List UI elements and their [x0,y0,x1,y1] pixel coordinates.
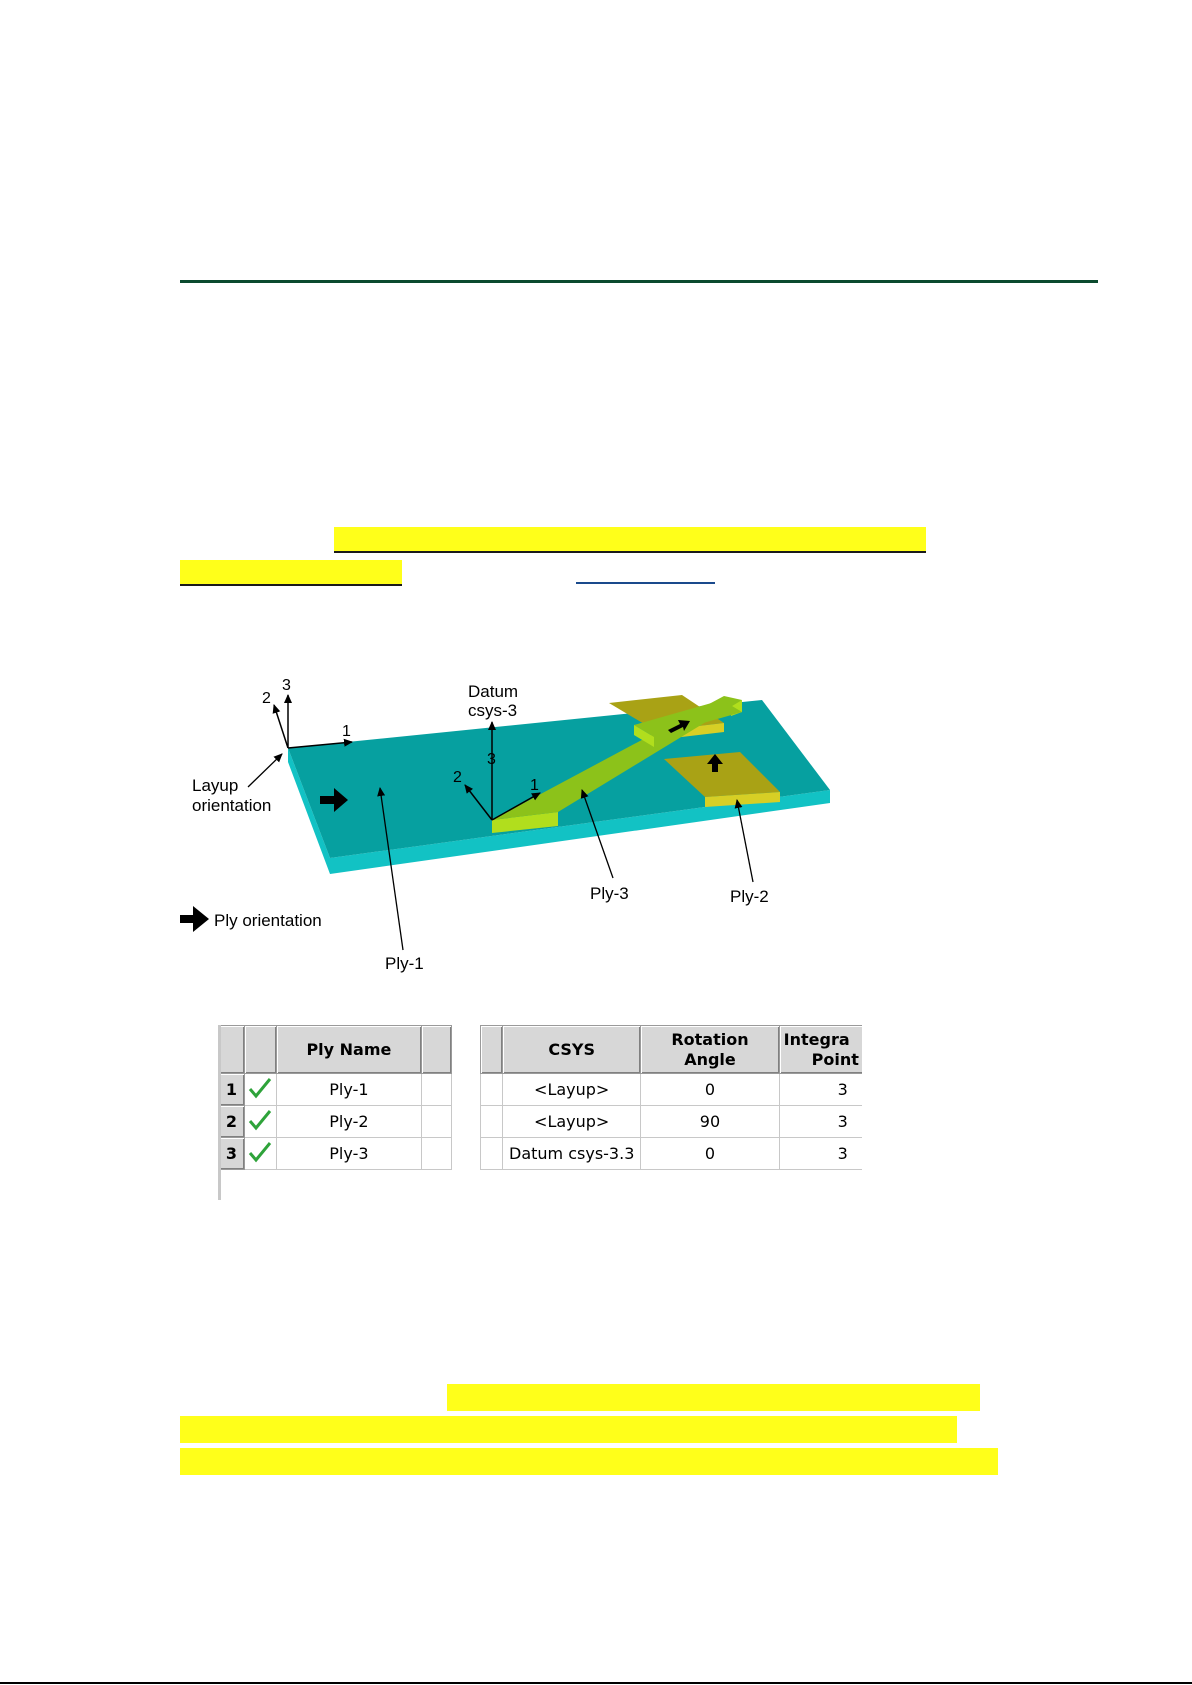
check-icon[interactable] [244,1106,276,1138]
blank-header [481,1026,503,1074]
layup-axis-1-label: 1 [342,723,351,740]
csys-cell[interactable]: Datum csys-3.3 [503,1138,641,1170]
ply-name-table [218,1025,452,1170]
table-row[interactable] [219,1138,452,1170]
datum-axis-2-label: 2 [453,769,462,786]
datum-label-line1: Datum [468,682,519,701]
table-row[interactable] [481,1138,863,1170]
rotation-angle-cell[interactable]: 90 [641,1106,779,1138]
ply-name-cell[interactable]: Ply-1 [276,1074,421,1106]
ply-name-header[interactable]: Ply Name [276,1026,421,1074]
rotation-angle-cell[interactable]: 0 [641,1138,779,1170]
check-icon[interactable] [244,1138,276,1170]
datum-axis-1-label: 1 [530,777,539,794]
rotation-angle-cell[interactable]: 0 [641,1074,779,1106]
integration-header-line1: Integra [783,1029,850,1049]
empty-cell [481,1138,503,1170]
checkbox-header [244,1026,276,1074]
table-row[interactable] [481,1106,863,1138]
ply-1-label: Ply-1 [385,954,424,973]
csys-cell[interactable]: <Layup> [503,1106,641,1138]
row-number[interactable]: 3 [219,1138,245,1170]
layup-orientation-line2: orientation [192,796,272,815]
ply-name-cell[interactable]: Ply-3 [276,1138,421,1170]
ply-table-right-panel [480,1025,862,1185]
ply-2-label: Ply-2 [730,887,769,906]
integration-points-cell[interactable]: 3 [779,1074,862,1106]
empty-cell [422,1074,452,1106]
empty-cell [422,1138,452,1170]
blank-header [422,1026,452,1074]
row-number[interactable]: 2 [219,1106,245,1138]
layup-axis-2-label: 2 [262,690,271,707]
table-row[interactable] [219,1074,452,1106]
empty-cell [422,1106,452,1138]
ply-properties-table [480,1025,862,1170]
table-left-edge [218,1025,221,1200]
layup-axis-3-label: 3 [282,677,291,694]
integration-header-line2: Point [811,1049,859,1069]
table-row[interactable] [481,1074,863,1106]
legend-label: Ply orientation [214,911,322,930]
row-number-header [219,1026,245,1074]
integration-points-cell[interactable]: 3 [779,1138,862,1170]
datum-axis-3-label: 3 [487,751,496,768]
empty-cell [481,1074,503,1106]
table-row[interactable] [219,1106,452,1138]
datum-label-line2: csys-3 [468,701,518,720]
highlighted-text-line [180,1416,957,1443]
highlighted-text-line [447,1384,980,1411]
integration-points-header[interactable] [779,1026,862,1074]
row-number[interactable]: 1 [219,1074,245,1106]
csys-cell[interactable]: <Layup> [503,1074,641,1106]
page-bottom-border [0,1682,1192,1684]
rotation-header-line2: Angle [684,1049,736,1069]
layup-orientation-line1: Layup [192,776,239,795]
ply-3-label: Ply-3 [590,884,629,903]
ply-name-cell[interactable]: Ply-2 [276,1106,421,1138]
ply-table-left-panel [218,1025,452,1200]
integration-points-cell[interactable]: 3 [779,1106,862,1138]
legend-arrow-icon [180,906,209,932]
check-icon[interactable] [244,1074,276,1106]
rotation-angle-header[interactable] [641,1026,779,1074]
rotation-header-line1: Rotation [671,1029,749,1049]
csys-header[interactable]: CSYS [503,1026,641,1074]
highlighted-text-line [180,1448,998,1475]
empty-cell [481,1106,503,1138]
layup-axes [274,695,352,748]
